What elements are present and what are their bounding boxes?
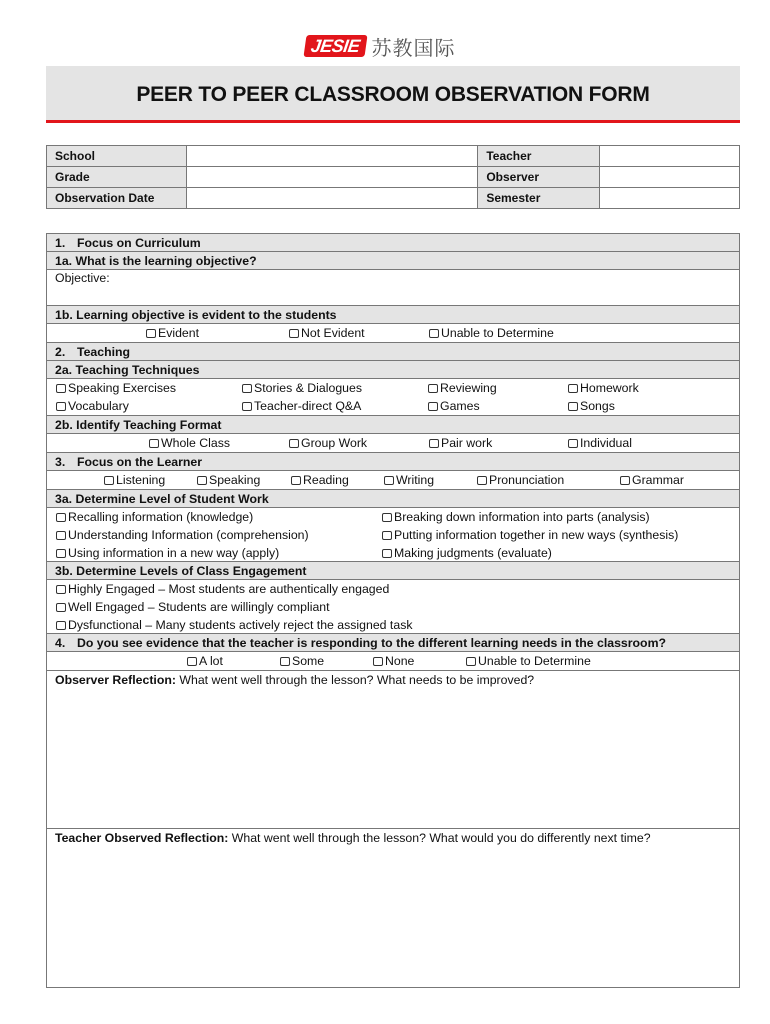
learner-skills-options [47,471,739,490]
option-speaking-exercises[interactable] [56,381,176,395]
semester-field[interactable] [600,188,740,209]
student-work-level-options [47,508,739,562]
option-reading[interactable] [291,473,349,487]
checkbox-icon[interactable] [429,439,439,448]
option-dysfunctional[interactable] [56,618,413,632]
teacher-reflection-prompt [55,831,651,845]
question-3b-header: 3b. Determine Levels of Class Engagement [47,562,739,580]
option-label: Evident [158,326,200,340]
option-label: Pronunciation [489,473,565,487]
option-grammar[interactable] [620,473,684,487]
option-label: Grammar [632,473,684,487]
checkbox-icon[interactable] [56,402,66,411]
teacher-reflection-text: What went well through the lesson? What would you do differently next time? [228,831,651,845]
objective-label: Objective: [55,271,110,285]
option-writing[interactable] [384,473,434,487]
option-songs[interactable] [568,399,615,413]
option-comprehension[interactable] [56,528,309,542]
title-band [46,66,740,123]
option-label: Games [440,399,480,413]
option-evaluate[interactable] [382,546,552,560]
school-label: School [47,146,187,167]
observer-label: Observer [478,167,600,188]
option-none[interactable] [373,654,414,668]
option-label: Highly Engaged – Most students are authentically engaged [68,582,390,596]
teacher-label: Teacher [478,146,600,167]
checkbox-icon[interactable] [242,402,252,411]
option-label: Not Evident [301,326,365,340]
section-4-header [47,634,739,652]
option-label: Vocabulary [68,399,129,413]
checkbox-icon[interactable] [429,329,439,338]
option-label: Homework [580,381,639,395]
option-label: Listening [116,473,166,487]
option-unable-to-determine[interactable] [429,326,554,340]
option-label: Understanding Information (comprehension) [68,528,309,542]
checkbox-icon[interactable] [382,531,392,540]
option-label: Pair work [441,436,493,450]
checkbox-icon[interactable] [56,384,66,393]
checkbox-icon[interactable] [146,329,156,338]
option-a-lot[interactable] [187,654,223,668]
checkbox-icon[interactable] [197,476,207,485]
option-label: Speaking [209,473,261,487]
option-teacher-direct-qa[interactable] [242,399,361,413]
option-stories-dialogues[interactable] [242,381,362,395]
section-title: Do you see evidence that the teacher is responding to the different learning needs in the classroom? [77,635,667,650]
section-2-header [47,343,739,361]
option-synthesis[interactable] [382,528,678,542]
option-evident[interactable] [146,326,199,340]
teaching-format-options [47,434,739,453]
logo-chinese-text: 苏教国际 [371,35,456,60]
question-2a-header: 2a. Teaching Techniques [47,361,739,379]
learning-needs-options [47,652,739,671]
teacher-reflection-box[interactable] [47,829,739,987]
option-label: Unable to Determine [478,654,591,668]
option-not-evident[interactable] [289,326,365,340]
option-label: Using information in a new way (apply) [68,546,280,560]
option-apply[interactable] [56,546,279,560]
option-reviewing[interactable] [428,381,497,395]
engagement-options [47,580,739,634]
option-label: Songs [580,399,615,413]
section-title: Teaching [77,344,131,359]
checkbox-icon[interactable] [56,621,66,630]
observer-reflection-label: Observer Reflection: [55,673,176,687]
option-speaking[interactable] [197,473,260,487]
option-well-engaged[interactable] [56,600,330,614]
checkbox-icon[interactable] [568,384,578,393]
observer-reflection-prompt [55,673,534,687]
checkbox-icon[interactable] [477,476,487,485]
semester-label: Semester [478,188,600,209]
option-label: Unable to Determine [441,326,554,340]
checkbox-icon[interactable] [56,585,66,594]
option-vocabulary[interactable] [56,399,129,413]
checkbox-icon[interactable] [289,439,299,448]
option-label: Well Engaged – Students are willingly compliant [68,600,330,614]
option-label: None [385,654,415,668]
option-label: Individual [580,436,632,450]
section-number: 1. [55,235,66,250]
option-label: Writing [396,473,435,487]
option-group-work[interactable] [289,436,367,450]
teacher-reflection-label: Teacher Observed Reflection: [55,831,229,845]
evidence-options [47,324,739,343]
option-label: Breaking down information into parts (analysis) [394,510,650,524]
option-pair-work[interactable] [429,436,492,450]
grade-label: Grade [47,167,187,188]
section-number: 4. [55,635,66,650]
checkbox-icon[interactable] [382,513,392,522]
option-knowledge[interactable] [56,510,253,524]
teaching-techniques-options [47,379,739,416]
option-label: A lot [199,654,223,668]
option-individual[interactable] [568,436,632,450]
checkbox-icon[interactable] [104,476,114,485]
checkbox-icon[interactable] [620,476,630,485]
option-label: Reading [303,473,349,487]
checkbox-icon[interactable] [187,657,197,666]
info-table [46,145,740,209]
section-1-header [47,234,739,252]
option-homework[interactable] [568,381,639,395]
section-title: Focus on Curriculum [77,235,201,250]
observer-field[interactable] [600,167,740,188]
observation-form [46,233,740,988]
checkbox-icon[interactable] [242,384,252,393]
option-label: Recalling information (knowledge) [68,510,254,524]
section-3-header [47,453,739,471]
option-some[interactable] [280,654,324,668]
checkbox-icon[interactable] [428,402,438,411]
date-label: Observation Date [47,188,187,209]
option-label: Making judgments (evaluate) [394,546,552,560]
checkbox-icon[interactable] [568,439,578,448]
date-field[interactable] [186,188,477,209]
checkbox-icon[interactable] [568,402,578,411]
teacher-field[interactable] [600,146,740,167]
option-highly-engaged[interactable] [56,582,389,596]
checkbox-icon[interactable] [149,439,159,448]
option-label: Group Work [301,436,368,450]
checkbox-icon[interactable] [56,603,66,612]
question-1b-header: 1b. Learning objective is evident to the students [47,306,739,324]
option-listening[interactable] [104,473,165,487]
school-field[interactable] [186,146,477,167]
checkbox-icon[interactable] [291,476,301,485]
option-whole-class[interactable] [149,436,230,450]
observer-reflection-box[interactable] [47,671,739,829]
option-label: Speaking Exercises [68,381,176,395]
page-title: PEER TO PEER CLASSROOM OBSERVATION FORM [136,83,650,106]
section-number: 2. [55,344,66,359]
logo-mark: JESIE [303,35,367,57]
checkbox-icon[interactable] [56,549,66,558]
checkbox-icon[interactable] [56,531,66,540]
brand-logo [305,33,456,59]
option-analysis[interactable] [382,510,650,524]
option-pronunciation[interactable] [477,473,564,487]
section-title: Focus on the Learner [77,454,203,469]
option-label: Dysfunctional – Many students actively reject the assigned task [68,618,413,632]
option-label: Teacher-direct Q&A [254,399,362,413]
option-games[interactable] [428,399,480,413]
option-label: Whole Class [161,436,231,450]
question-2b-header: 2b. Identify Teaching Format [47,416,739,434]
question-1a-header: 1a. What is the learning objective? [47,252,739,270]
checkbox-icon[interactable] [280,657,290,666]
grade-field[interactable] [186,167,477,188]
section-number: 3. [55,454,66,469]
option-label: Some [292,654,325,668]
checkbox-icon[interactable] [289,329,299,338]
checkbox-icon[interactable] [56,513,66,522]
option-unable-to-determine-4[interactable] [466,654,591,668]
objective-field[interactable] [47,271,739,306]
checkbox-icon[interactable] [384,476,394,485]
checkbox-icon[interactable] [373,657,383,666]
question-3a-header: 3a. Determine Level of Student Work [47,490,739,508]
checkbox-icon[interactable] [428,384,438,393]
checkbox-icon[interactable] [382,549,392,558]
checkbox-icon[interactable] [466,657,476,666]
option-label: Reviewing [440,381,497,395]
option-label: Putting information together in new ways (synthesis) [394,528,679,542]
option-label: Stories & Dialogues [254,381,362,395]
observer-reflection-text: What went well through the lesson? What needs to be improved? [175,673,535,687]
